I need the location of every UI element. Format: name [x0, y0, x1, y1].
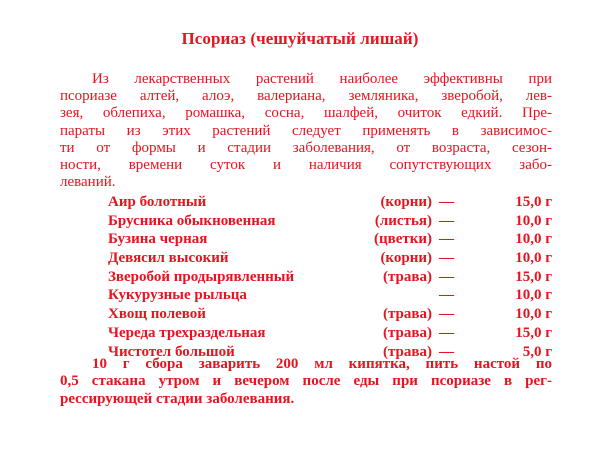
- intro-line: ности, времени суток и наличия сопутствующих забо-: [60, 157, 552, 174]
- herb-name: Хвощ полевой: [108, 306, 206, 323]
- herb-part: (трава): [383, 268, 432, 285]
- herb-amount: 15,0 г: [515, 268, 552, 285]
- herb-name: Зверобой продырявленный: [108, 268, 295, 285]
- instructions-paragraph: [60, 356, 552, 408]
- intro-line: Из лекарственных растений наиболее эффективны при: [92, 71, 552, 87]
- herb-name: Девясил высокий: [108, 250, 229, 267]
- dash: —: [439, 287, 454, 304]
- dash: —: [439, 343, 454, 360]
- recipe-row: [108, 286, 552, 305]
- recipe-row: [108, 268, 552, 287]
- recipe-row: [108, 230, 552, 249]
- recipe-row: [108, 305, 552, 324]
- herb-amount: 5,0 г: [522, 343, 552, 360]
- recipe-list: [108, 193, 552, 361]
- herb-part: (трава): [383, 324, 432, 341]
- instructions-line: 10 г сбора заварить 200 мл кипятка, пить настой по: [92, 356, 552, 372]
- herb-part: (корни): [380, 250, 432, 267]
- page-title: Псориаз (чешуйчатый лишай): [181, 29, 419, 48]
- instructions-line: 0,5 стакана утром и вечером после еды при псориазе в рег-: [60, 373, 552, 390]
- recipe-row: [108, 249, 552, 268]
- intro-line: леваний.: [60, 174, 116, 191]
- herb-amount: 15,0 г: [515, 194, 552, 210]
- herb-name: Чистотел большой: [108, 343, 235, 360]
- herb-part: (цветки): [373, 231, 432, 248]
- intro-paragraph: [60, 71, 552, 191]
- herb-name: Аир болотный: [108, 194, 207, 210]
- herb-amount: 10,0 г: [515, 287, 552, 304]
- herb-amount: 10,0 г: [515, 212, 552, 229]
- intro-line: параты из этих растений следует применять в зависимос-: [60, 122, 552, 139]
- intro-line: ти от формы и стадии заболевания, от возраста, сезон-: [60, 139, 552, 156]
- dash: —: [439, 250, 454, 267]
- herb-amount: 10,0 г: [515, 306, 552, 323]
- recipe-row: [108, 193, 552, 212]
- herb-part: (трава): [383, 343, 432, 360]
- dash: —: [439, 268, 454, 285]
- instructions-line: рессирующей стадии заболевания.: [60, 390, 295, 407]
- herb-name: Череда трехраздельная: [108, 324, 266, 341]
- recipe-row: [108, 212, 552, 231]
- herb-part: (листья): [374, 212, 432, 229]
- dash: —: [439, 306, 454, 323]
- dash: —: [439, 324, 454, 341]
- dash: —: [439, 212, 454, 229]
- intro-line: псориазе алтей, алоэ, валериана, земляника, зверобой, лев-: [60, 88, 552, 105]
- dash: —: [439, 231, 454, 248]
- herb-part: (корни): [380, 194, 432, 210]
- herb-amount: 15,0 г: [515, 324, 552, 341]
- herb-name: Брусника обыкновенная: [108, 212, 276, 229]
- intro-line: зея, облепиха, ромашка, сосна, шалфей, очиток едкий. Пре-: [60, 105, 552, 122]
- dash: —: [439, 194, 454, 210]
- herb-amount: 10,0 г: [515, 250, 552, 267]
- herb-amount: 10,0 г: [515, 231, 552, 248]
- herb-name: Кукурузные рыльца: [108, 287, 247, 304]
- recipe-row: [108, 324, 552, 343]
- herb-name: Бузина черная: [108, 231, 208, 248]
- herb-part: (трава): [383, 306, 432, 323]
